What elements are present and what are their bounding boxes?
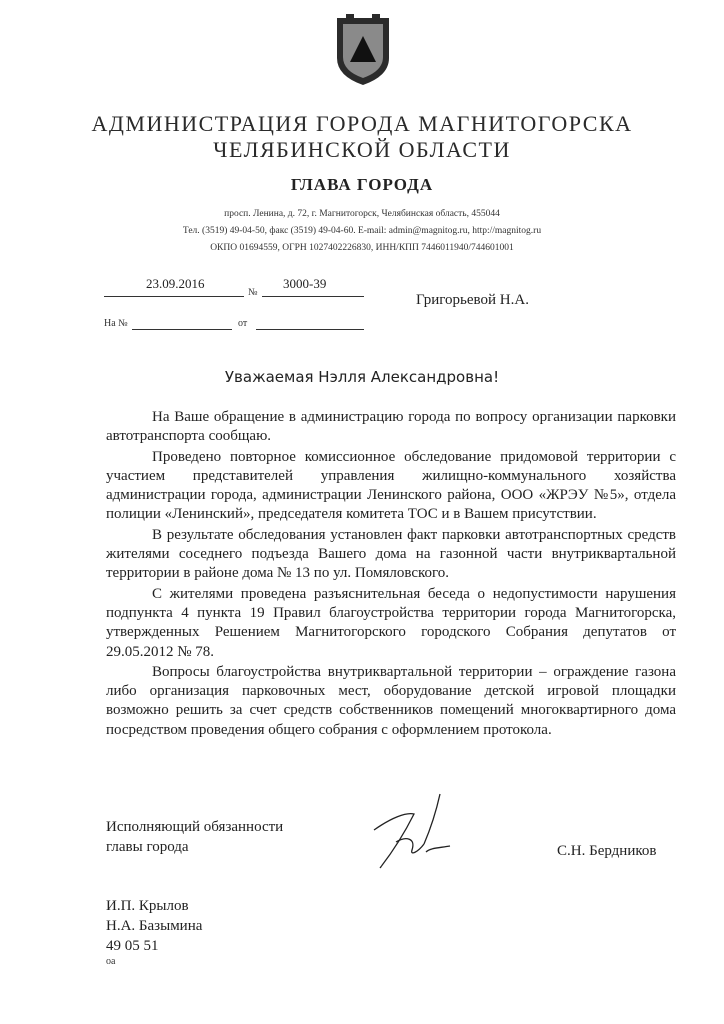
letter-body	[106, 408, 676, 741]
letterhead-registry: ОКПО 01694559, ОГРН 1027402226830, ИНН/КПП 7446011940/744601001	[210, 243, 514, 253]
letterhead-address: просп. Ленина, д. 72, г. Магнитогорск, Челябинская область, 455044	[224, 209, 500, 219]
coat-of-arms-emblem	[334, 14, 392, 86]
handwritten-signature	[366, 790, 476, 880]
salutation: Уважаемая Нэлля Александровна!	[224, 368, 500, 386]
outgoing-number-label: №	[248, 287, 258, 298]
letterhead-office: ГЛАВА ГОРОДА	[290, 175, 434, 194]
incoming-ref-label: На №	[104, 318, 128, 329]
incoming-from-label: от	[238, 318, 248, 329]
outgoing-date: 23.09.2016	[146, 276, 205, 291]
addressee: Григорьевой Н.А.	[416, 292, 529, 308]
outgoing-number: 3000-39	[283, 276, 327, 291]
executor-code: оа	[106, 956, 116, 967]
executor-phone: 49 05 51	[106, 938, 159, 954]
paragraph: Проведено повторное комиссионное обследование придомовой территории с участием представителей управления жилищно-коммунального хозяйства администрации города, администрации Ленинского района, ООО «ЖРЭУ №5», отдела полиции «Ленинский», председателя комитета ТОС и в Вашем присутствии.	[106, 448, 676, 523]
letterhead-contacts: Тел. (3519) 49-04-50, факс (3519) 49-04-60. E-mail: admin@magnitog.ru, http://magnitog.ru	[182, 226, 542, 236]
executor-name-1: И.П. Крылов	[106, 898, 189, 914]
outgoing-number-line	[262, 296, 364, 297]
letterhead-title-line1: АДМИНИСТРАЦИЯ ГОРОДА МАГНИТОГОРСКА	[91, 111, 633, 136]
signature-position-line1: Исполняющий обязанности	[106, 819, 284, 835]
incoming-ref-line	[132, 329, 232, 330]
paragraph: В результате обследования установлен факт парковки автотранспортных средств жителями соседнего подъезда Вашего дома на газонной части внутриквартальной территории в районе дома № 13 по ул. Помяловского.	[106, 526, 676, 582]
signatory-name: С.Н. Бердников	[557, 843, 657, 859]
outgoing-date-line	[104, 296, 244, 297]
paragraph: Вопросы благоустройства внутриквартальной территории – ограждение газона либо организация парковочных мест, оборудование детской игровой площадки возможно решить за счет средств собственников помещений многоквартирного дома посредством проведения общего собрания с оформлением протокола.	[106, 663, 676, 738]
paragraph: На Ваше обращение в администрацию города по вопросу организации парковки автотранспорта сообщаю.	[106, 409, 676, 445]
executor-name-2: Н.А. Базымина	[106, 918, 203, 934]
incoming-from-line	[256, 329, 364, 330]
signature-position-line2: главы города	[106, 839, 189, 855]
paragraph: С жителями проведена разъяснительная беседа о недопустимости нарушения подпункта 4 пункта 19 Правил благоустройства территории города Магнитогорска, утвержденных Решением Магнитогорского городского Собрания депутатов от 29.05.2012 № 78.	[106, 585, 676, 660]
letterhead-title-line2: ЧЕЛЯБИНСКОЙ ОБЛАСТИ	[213, 137, 511, 162]
